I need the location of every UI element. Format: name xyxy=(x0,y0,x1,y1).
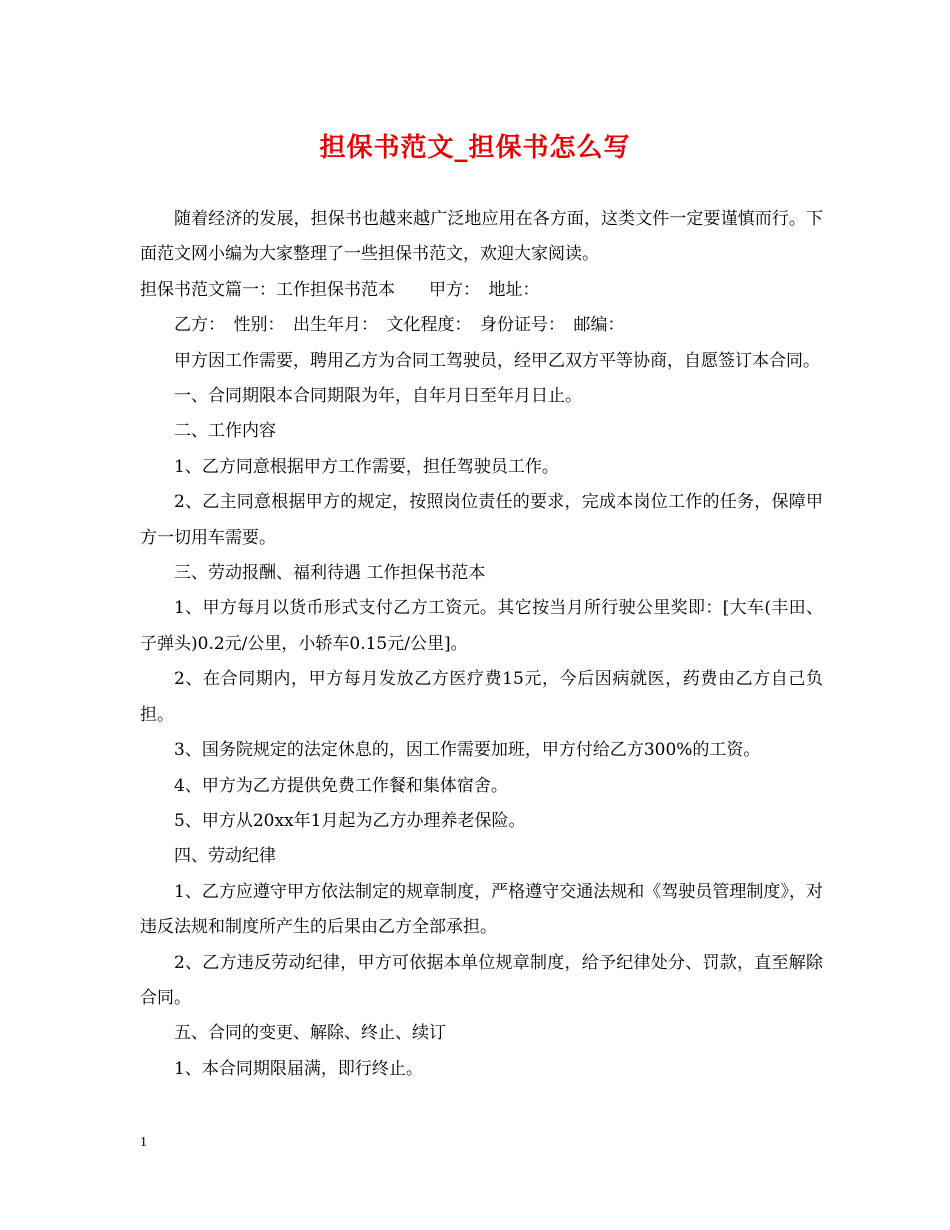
paragraph-pay-item-5: 5、甲方从20xx年1月起为乙方办理养老保险。 xyxy=(174,810,526,831)
paragraph-party-b-fields: 乙方： 性别： 出生年月： 文化程度： 身份证号： 邮编： xyxy=(174,315,625,336)
paragraph-section-five-heading: 五、合同的变更、解除、终止、续订 xyxy=(174,1023,446,1044)
paragraph-pay-item-3: 3、国务院规定的法定休息的，因工作需要加班，甲方付给乙方300%的工资。 xyxy=(174,740,761,761)
paragraph-pay-item-1: 1、甲方每月以货币形式支付乙方工资元。其它按当月所行驶公里奖即：[大车(丰田、子弹头)0.2元/公里，小轿车0.15元/公里]。 xyxy=(140,598,823,654)
paragraph-section-four-heading: 四、劳动纪律 xyxy=(174,846,276,867)
document-body xyxy=(140,202,823,1087)
paragraph-work-item-1: 1、乙方同意根据甲方工作需要，担任驾驶员工作。 xyxy=(174,456,559,477)
paragraph-section-three-heading: 三、劳动报酬、福利待遇 工作担保书范本 xyxy=(174,563,486,584)
paragraph-work-item-2: 2、乙主同意根据甲方的规定，按照岗位责任的要求，完成本岗位工作的任务，保障甲方一切用车需要。 xyxy=(140,492,823,548)
paragraph-discipline-item-1: 1、乙方应遵守甲方依法制定的规章制度，严格遵守交通法规和《驾驶员管理制度》，对违反法规和制度所产生的后果由乙方全部承担。 xyxy=(140,881,823,938)
paragraph-pay-item-4: 4、甲方为乙方提供免费工作餐和集体宿舍。 xyxy=(174,775,508,796)
paragraph-sample-heading: 担保书范文篇一：工作担保书范本 甲方： 地址： xyxy=(140,279,540,300)
paragraph-discipline-item-2: 2、乙方违反劳动纪律，甲方可依据本单位规章制度，给予纪律处分、罚款，直至解除合同。 xyxy=(140,952,823,1008)
paragraph-section-two-heading: 二、工作内容 xyxy=(174,421,276,442)
paragraph-pay-item-2: 2、在合同期内，甲方每月发放乙方医疗费15元，今后因病就医，药费由乙方自己负担。 xyxy=(140,669,823,725)
document-title: 担保书范文_担保书怎么写 xyxy=(319,133,631,163)
page-number: 1 xyxy=(140,1135,147,1150)
paragraph-hiring: 甲方因工作需要，聘用乙方为合同工驾驶员，经甲乙双方平等协商，自愿签订本合同。 xyxy=(174,350,820,371)
paragraph-intro: 随着经济的发展，担保书也越来越广泛地应用在各方面，这类文件一定要谨慎而行。下面范文网小编为大家整理了一些担保书范文，欢迎大家阅读。 xyxy=(140,209,823,265)
paragraph-section-one: 一、合同期限本合同期限为年，自年月日至年月日止。 xyxy=(174,386,582,407)
paragraph-contract-item-1: 1、本合同期限届满，即行终止。 xyxy=(174,1058,423,1079)
